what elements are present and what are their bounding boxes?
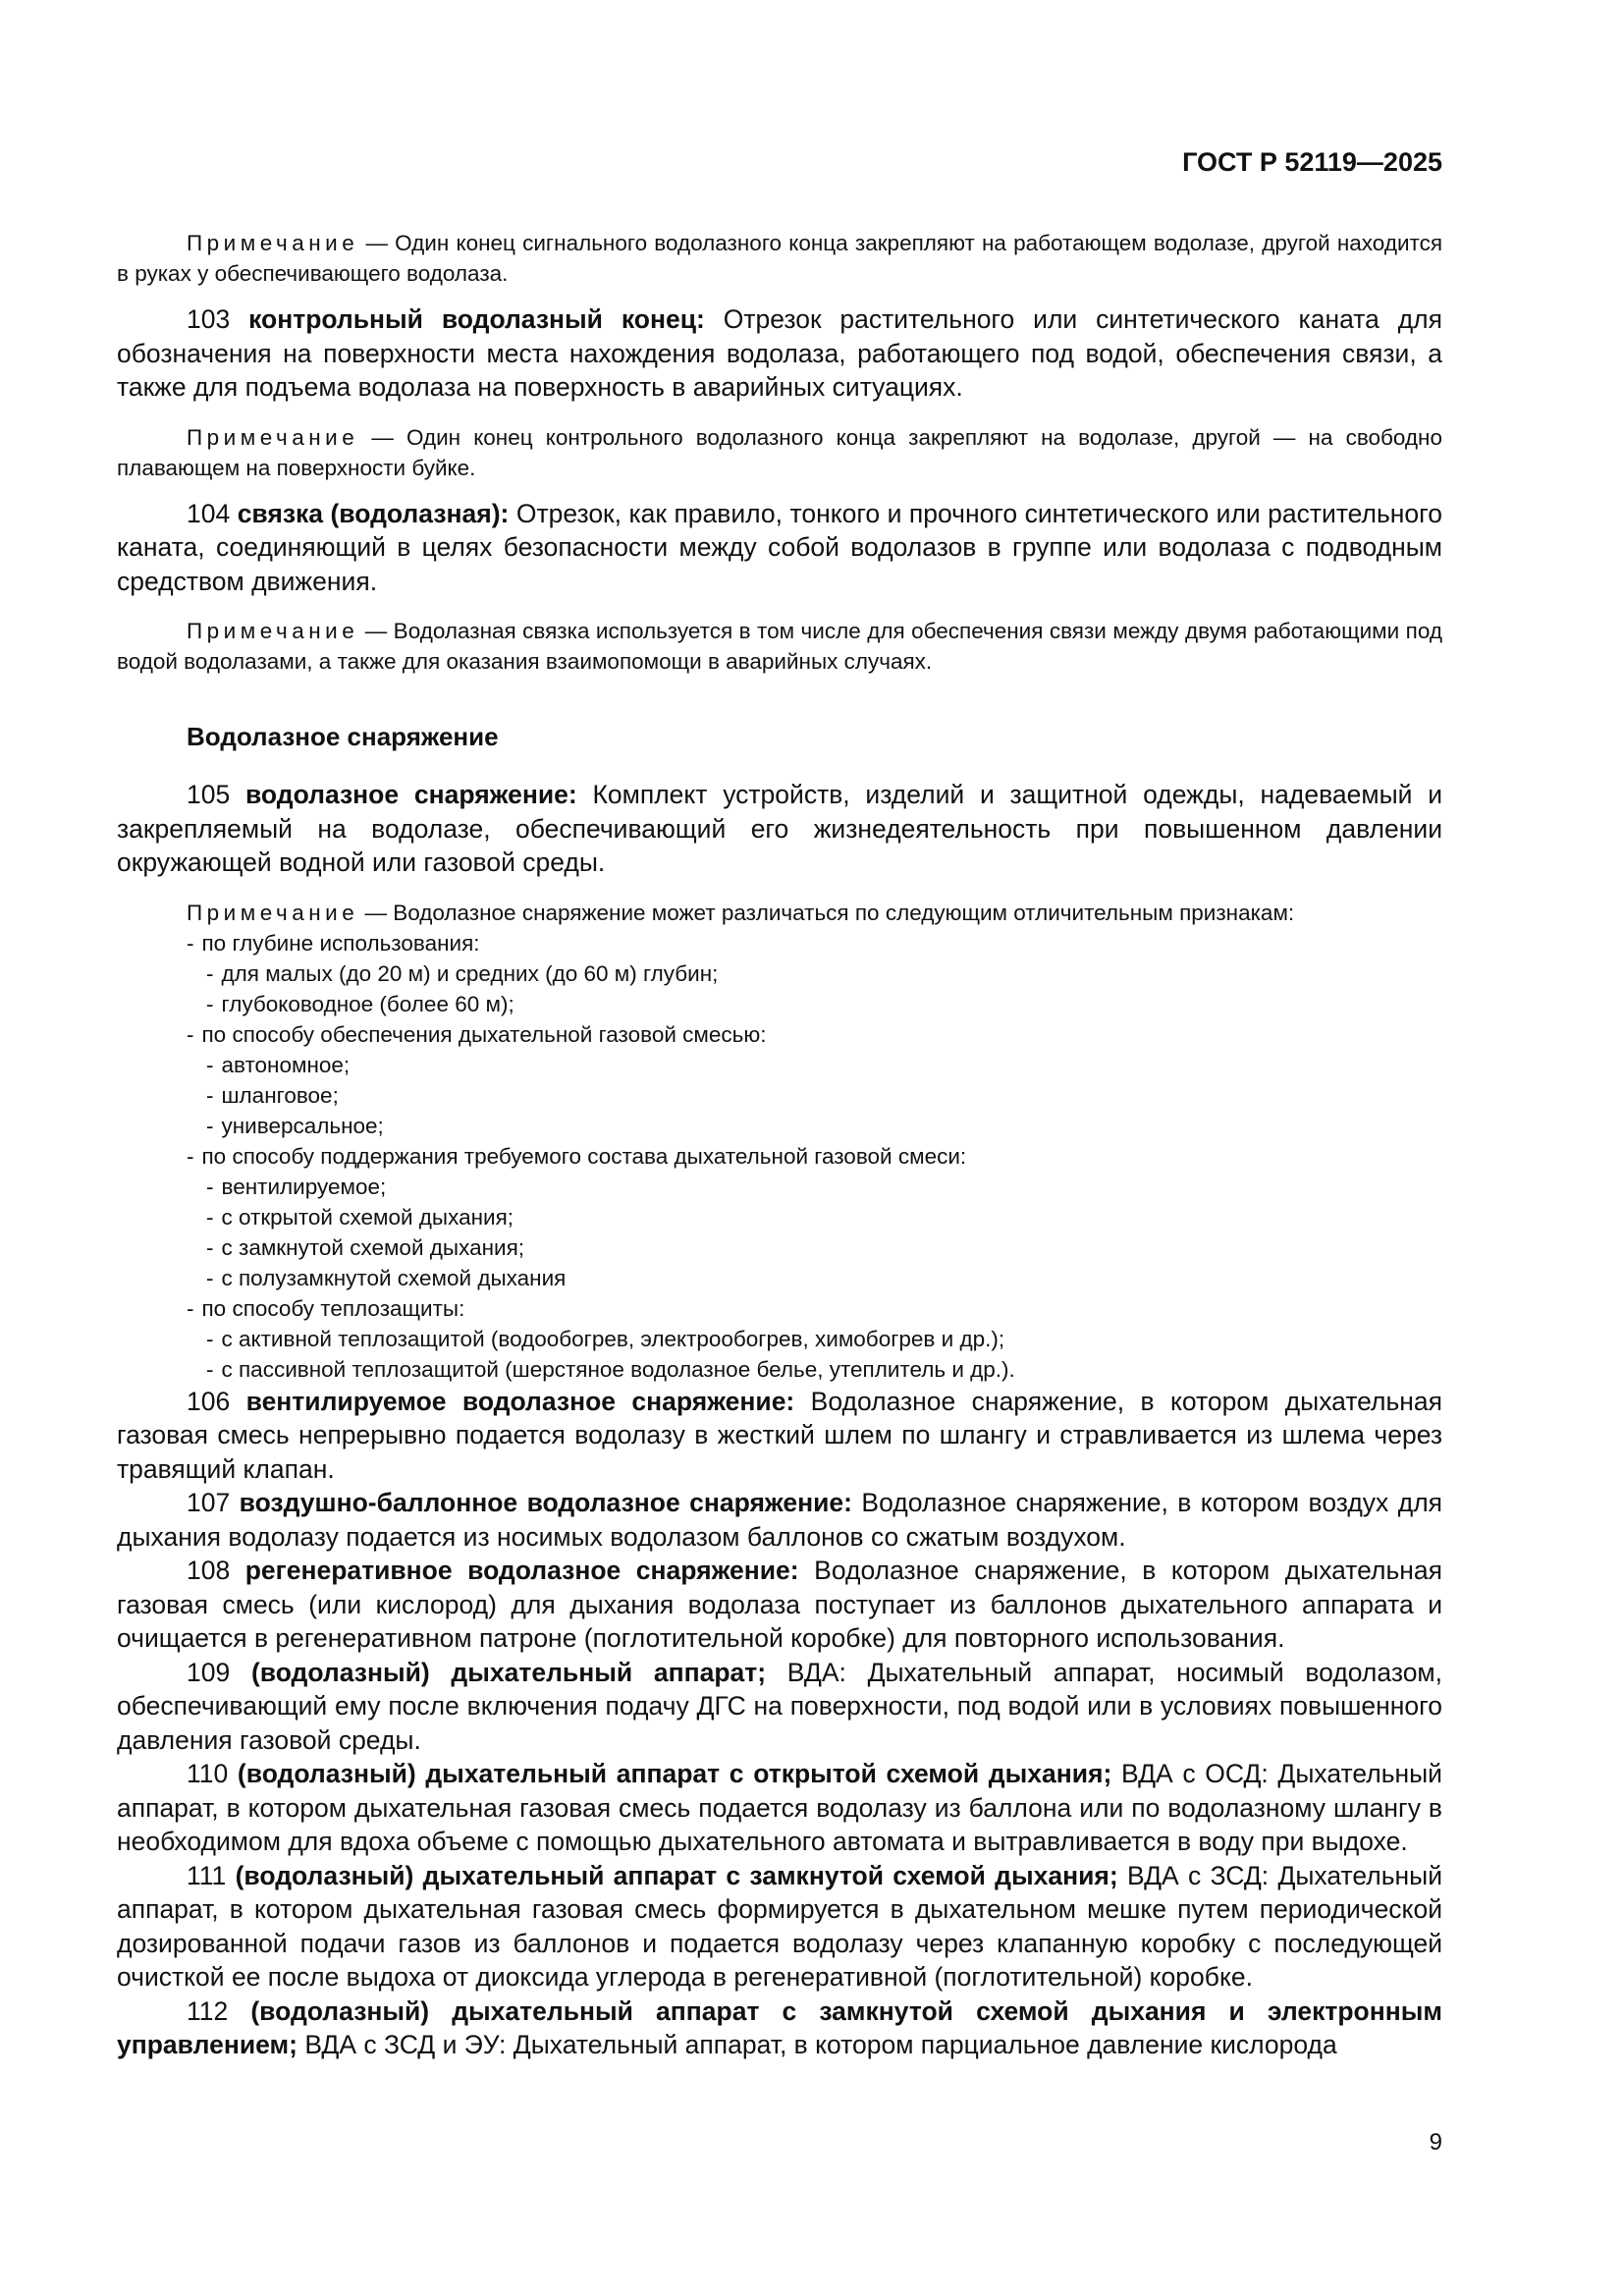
list-item: - с пассивной теплозащитой (шерстяное водолазное белье, утеплитель и др.). bbox=[206, 1356, 1015, 1382]
term-112 bbox=[117, 1995, 1442, 2062]
list-item: - с полузамкнутой схемой дыхания bbox=[206, 1265, 567, 1290]
note-paragraph bbox=[117, 616, 1442, 677]
term-definition: Комплект устройств, изделий и защитной одежды, надеваемый и закрепляемый на водолазе, обеспечивающий его жизнедеятельность при повышенном давлении окружающей водной или газовой среды. bbox=[117, 780, 1442, 877]
term-title: водолазное снаряжение: bbox=[244, 780, 577, 809]
term-111 bbox=[117, 1859, 1442, 1995]
note-text: — Один конец сигнального водолазного конца закрепляют на работающем водолазе, другой находится в руках у обеспечивающего водолаза. bbox=[117, 231, 1442, 286]
note-label: Примечание bbox=[187, 231, 359, 255]
term-number: 104 bbox=[187, 498, 238, 528]
term-number: 109 bbox=[187, 1657, 251, 1687]
list-item: - с активной теплозащитой (водообогрев, электрообогрев, химобогрев и др.); bbox=[206, 1326, 1005, 1351]
term-title: контрольный водолазный конец: bbox=[248, 304, 705, 334]
list-item: - для малых (до 20 м) и средних (до 60 м) глубин; bbox=[206, 960, 719, 986]
list-item: - вентилируемое; bbox=[206, 1174, 387, 1199]
term-title: вентилируемое водолазное снаряжение: bbox=[245, 1386, 795, 1416]
term-definition: ВДА с ЗСД и ЭУ: Дыхательный аппарат, в котором парциальное давление кислорода bbox=[297, 2030, 1337, 2059]
term-108 bbox=[117, 1554, 1442, 1656]
term-definition: Водолазное снаряжение, в котором дыхательная газовая смесь непрерывно подается водолазу в жесткий шлем по шлангу и стравливается из шлема через травящий клапан. bbox=[117, 1386, 1443, 1484]
note-paragraph bbox=[117, 228, 1442, 289]
term-title: (водолазный) дыхательный аппарат с замкнутой схемой дыхания и электронным управлением; bbox=[117, 1995, 1442, 2059]
term-110 bbox=[117, 1757, 1442, 1859]
term-definition: Водолазное снаряжение, в котором воздух для дыхания водолазу подается из носимых водолазом баллонов со сжатым воздухом. bbox=[117, 1488, 1443, 1552]
note-label: Примечание bbox=[187, 900, 359, 925]
list-item: - с замкнутой схемой дыхания; bbox=[206, 1234, 525, 1260]
section-heading: Водолазное снаряжение bbox=[187, 722, 499, 751]
list-item: - универсальное; bbox=[206, 1113, 384, 1138]
note-text: — Один конец контрольного водолазного конца закрепляют на водолазе, другой — на свободно плавающем на поверхности буйке. bbox=[117, 424, 1442, 480]
term-106 bbox=[117, 1385, 1442, 1487]
term-title: воздушно-баллонное водолазное снаряжение: bbox=[239, 1488, 852, 1517]
term-107 bbox=[117, 1486, 1442, 1554]
term-title: связка (водолазная): bbox=[237, 498, 510, 528]
feature-list bbox=[117, 928, 1442, 1385]
term-109 bbox=[117, 1656, 1442, 1758]
list-item: - глубоководное (более 60 м); bbox=[206, 991, 514, 1016]
term-definition: Водолазное снаряжение, в котором дыхательная газовая смесь (или кислород) для дыхания водолаза поступает из баллонов дыхательного аппарата и очищается в регенеративном патроне (поглотительной коробке) для повторного использования. bbox=[117, 1556, 1443, 1653]
term-103 bbox=[117, 302, 1442, 405]
term-number: 103 bbox=[187, 304, 249, 334]
note-text: — Водолазное снаряжение может различаться по следующим отличительным признакам: bbox=[358, 900, 1295, 925]
term-number: 111 bbox=[187, 1860, 236, 1890]
term-104 bbox=[117, 497, 1442, 599]
document-id-header: ГОСТ Р 52119—2025 bbox=[1182, 147, 1442, 177]
term-title: (водолазный) дыхательный аппарат с замкнутой схемой дыхания; bbox=[235, 1860, 1118, 1890]
term-105 bbox=[117, 778, 1442, 880]
term-title: (водолазный) дыхательный аппарат с открытой схемой дыхания; bbox=[237, 1759, 1112, 1788]
note-label: Примечание bbox=[187, 424, 359, 450]
note-text: — Водолазная связка используется в том числе для обеспечения связи между двумя работающими под водой водолазами, а также для оказания взаимопомощи в аварийных случаях. bbox=[117, 619, 1442, 674]
term-definition: ВДА с ЗСД: Дыхательный аппарат, в котором дыхательная газовая смесь формируется в дыхательном мешке путем периодической дозированной подачи газов из баллонов и подается водолазу через клапанную коробку с последующей очисткой ее после выдоха от диоксида углерода в регенеративной (поглотительной) коробке. bbox=[117, 1860, 1442, 1992]
list-item: - по способу теплозащиты: bbox=[187, 1295, 465, 1321]
term-title: (водолазный) дыхательный аппарат; bbox=[250, 1657, 767, 1687]
term-definition: Отрезок растительного или синтетического каната для обозначения на поверхности места нахождения водолаза, работающего под водой, обеспечения связи, а также для подъема водолаза на поверхность в аварийных ситуациях. bbox=[117, 304, 1442, 402]
list-item: - по способу поддержания требуемого состава дыхательной газовой смеси: bbox=[187, 1143, 967, 1169]
list-item: - с открытой схемой дыхания; bbox=[206, 1204, 514, 1230]
document-body bbox=[117, 228, 1442, 2062]
term-number: 107 bbox=[187, 1488, 240, 1517]
list-item: - по глубине использования: bbox=[187, 930, 480, 956]
term-number: 108 bbox=[187, 1556, 245, 1585]
list-item: - шланговое; bbox=[206, 1082, 339, 1108]
term-definition: Отрезок, как правило, тонкого и прочного синтетического или растительного каната, соединяющий в целях безопасности между собой водолазов в группе или водолаза с подводным средством движения. bbox=[117, 498, 1442, 596]
term-number: 110 bbox=[187, 1759, 238, 1788]
note-paragraph bbox=[117, 422, 1442, 483]
term-number: 112 bbox=[187, 1995, 251, 2026]
note-label: Примечание bbox=[187, 619, 359, 643]
note-paragraph bbox=[117, 898, 1442, 928]
page-number: 9 bbox=[1429, 2129, 1442, 2156]
term-number: 105 bbox=[187, 780, 245, 809]
term-title: регенеративное водолазное снаряжение: bbox=[244, 1556, 799, 1585]
term-definition: ВДА с ОСД: Дыхательный аппарат, в котором дыхательная газовая смесь подается водолазу из баллона или по водолазному шлангу в необходимом для вдоха объеме с помощью дыхательного автомата и вытравливается в воду при выдохе. bbox=[117, 1759, 1442, 1856]
term-number: 106 bbox=[187, 1386, 246, 1416]
list-item: - автономное; bbox=[206, 1052, 351, 1077]
list-item: - по способу обеспечения дыхательной газовой смесью: bbox=[187, 1021, 767, 1047]
term-definition: ВДА: Дыхательный аппарат, носимый водолазом, обеспечивающий ему после включения подачу ДГС на поверхности, под водой или в условиях повышенного давления газовой среды. bbox=[117, 1657, 1443, 1755]
